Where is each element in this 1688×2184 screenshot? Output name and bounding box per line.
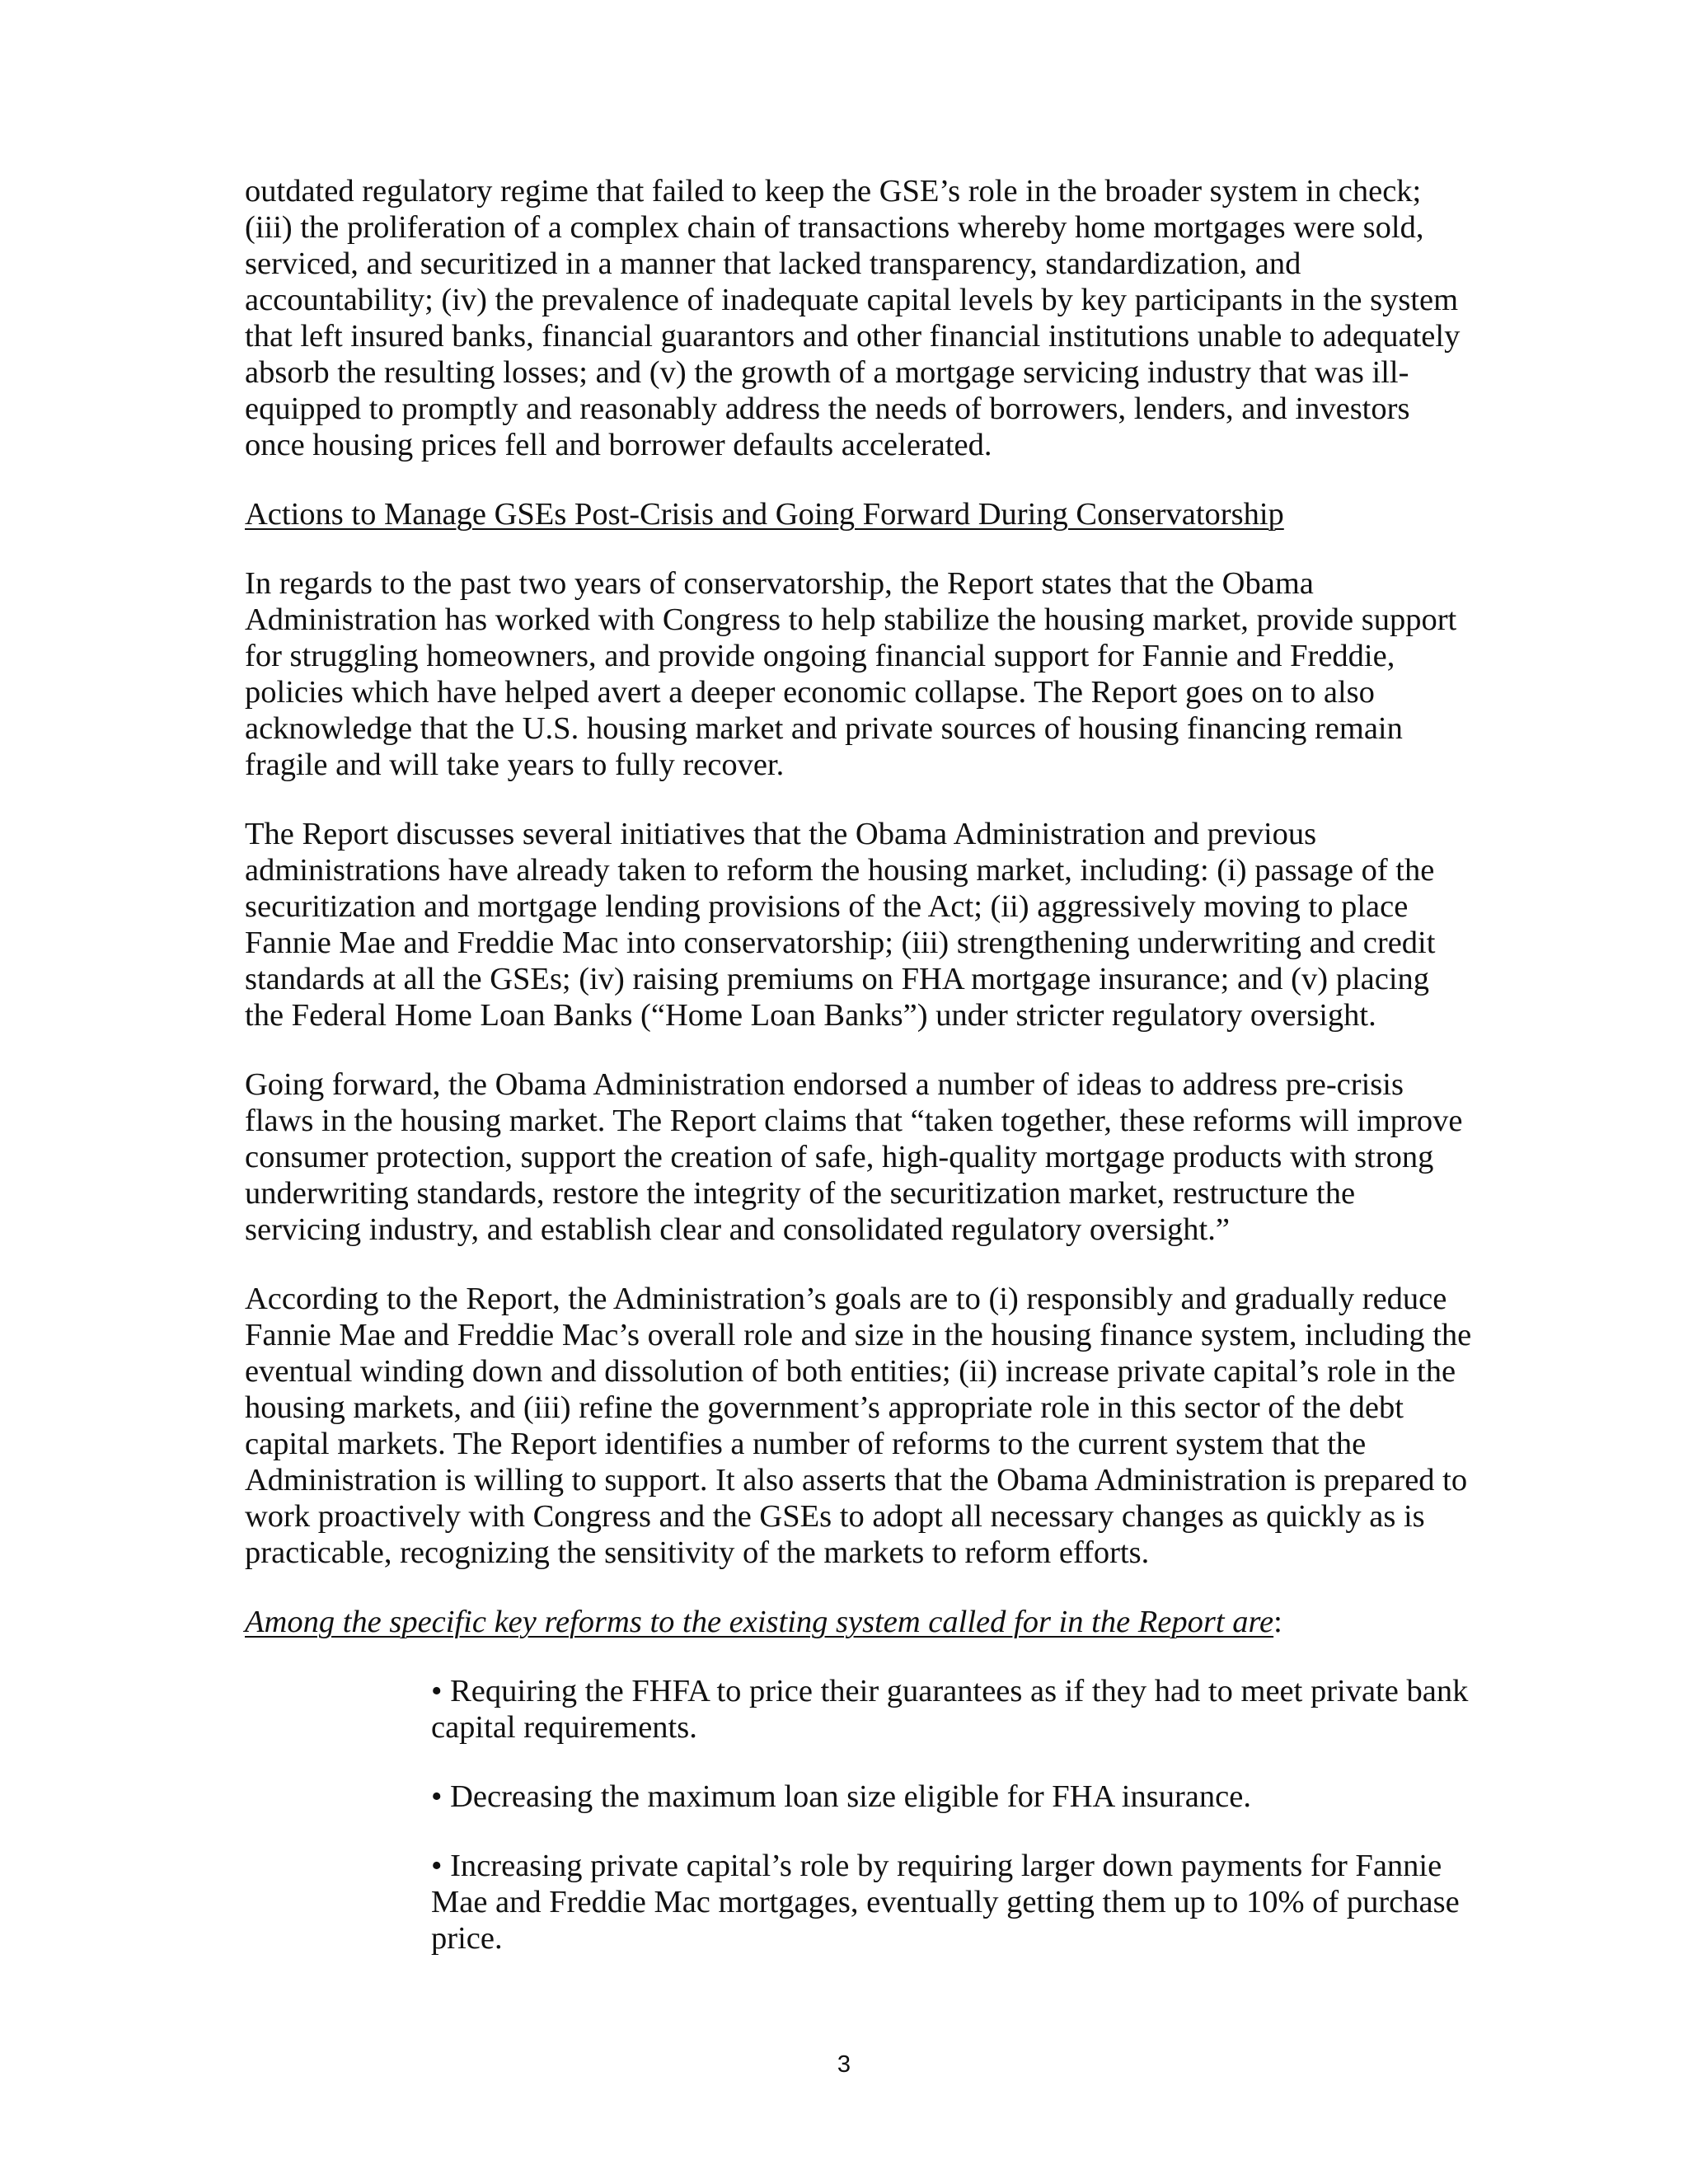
key-reforms-heading-colon: : bbox=[1273, 1605, 1282, 1639]
paragraph-past-conservatorship: In regards to the past two years of conservatorship, the Report states that the Obama Administration has worked with Congress to help stabilize the housing market, provide support for struggling homeowners, and provide ongoing financial support for Fannie and Freddie, policies which have helped avert a deeper economic collapse. The Report goes on to also acknowledge that the U.S. housing market and private sources of housing financing remain fragile and will take years to fully recover. bbox=[245, 566, 1457, 782]
key-reforms-list bbox=[245, 1673, 1473, 1957]
paragraph-going-forward: Going forward, the Obama Administration endorsed a number of ideas to address pre-crisis flaws in the housing market. The Report claims that “taken together, these reforms will improve consumer protection, support the creation of safe, high-quality mortgage products with strong underwriting standards, restore the integrity of the securitization market, restructure the servicing industry, and establish clear and consolidated regulatory oversight.” bbox=[245, 1067, 1463, 1247]
document-body bbox=[245, 173, 1473, 1990]
paragraph-regulatory-flaws: outdated regulatory regime that failed to keep the GSE’s role in the broader system in check; (iii) the proliferation of a complex chain of transactions whereby home mortgages were sold, serviced, and securitized in a manner that lacked transparency, standardization, and accountability; (iv) the prevalence of inadequate capital levels by key participants in the system that left insured banks, financial guarantors and other financial institutions unable to adequately absorb the resulting losses; and (v) the growth of a mortgage servicing industry that was ill-equipped to promptly and reasonably address the needs of borrowers, lenders, and investors once housing prices fell and borrower defaults accelerated. bbox=[245, 174, 1461, 462]
list-item-fha-loan-size: • Decreasing the maximum loan size eligible for FHA insurance. bbox=[431, 1779, 1251, 1814]
section-heading-key-reforms bbox=[245, 1604, 1473, 1640]
paragraph-initiatives: The Report discusses several initiatives that the Obama Administration and previous administrations have already taken to reform the housing market, including: (i) passage of the securitization and mortgage lending provisions of the Act; (ii) aggressively moving to place Fannie Mae and Freddie Mac into conservatorship; (iii) strengthening underwriting and credit standards at all the GSEs; (iv) raising premiums on FHA mortgage insurance; and (v) placing the Federal Home Loan Banks (“Home Loan Banks”) under stricter regulatory oversight. bbox=[245, 817, 1436, 1033]
key-reforms-heading-text: Among the specific key reforms to the existing system called for in the Report are bbox=[245, 1605, 1274, 1639]
list-item-fhfa-guarantees: • Requiring the FHFA to price their guarantees as if they had to meet private bank capital requirements. bbox=[431, 1674, 1469, 1745]
list-item-private-capital: • Increasing private capital’s role by requiring larger down payments for Fannie Mae and Freddie Mac mortgages, eventually getting them up to 10% of purchase price. bbox=[431, 1849, 1460, 1956]
section-heading-conservatorship: Actions to Manage GSEs Post-Crisis and Going Forward During Conservatorship bbox=[245, 497, 1284, 532]
paragraph-administration-goals: According to the Report, the Administration’s goals are to (i) responsibly and gradually reduce Fannie Mae and Freddie Mac’s overall role and size in the housing finance system, including the eventual winding down and dissolution of both entities; (ii) increase private capital’s role in the housing markets, and (iii) refine the government’s appropriate role in this sector of the debt capital markets. The Report identifies a number of reforms to the current system that the Administration is willing to support. It also asserts that the Obama Administration is prepared to work proactively with Congress and the GSEs to adopt all necessary changes as quickly as is practicable, recognizing the sensitivity of the markets to reform efforts. bbox=[245, 1282, 1472, 1570]
page-number: 3 bbox=[837, 2051, 851, 2078]
